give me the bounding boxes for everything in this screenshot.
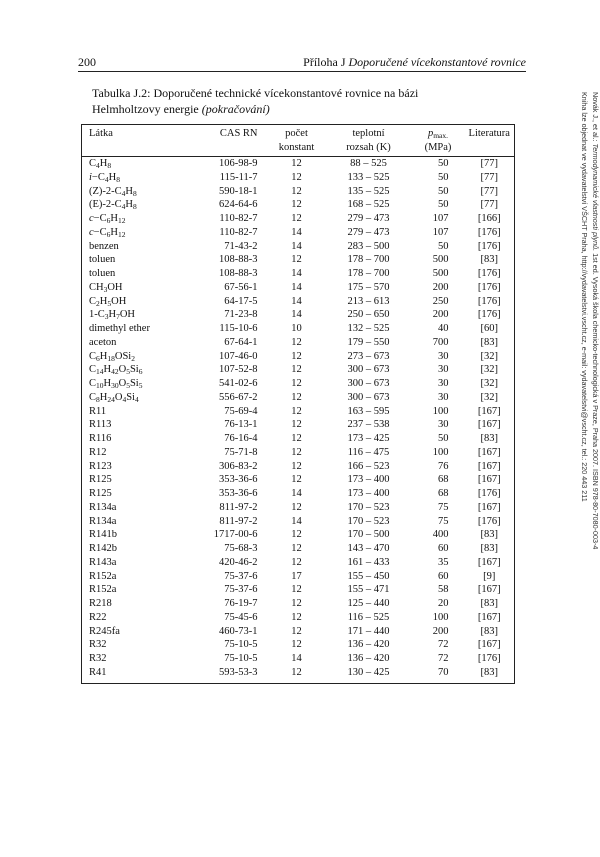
appendix-label: Příloha J — [303, 55, 346, 69]
range-cell: 300 – 673 — [347, 378, 390, 389]
substance-cell: $C_4H_8$ — [89, 158, 112, 170]
constants-cell: 12 — [291, 625, 302, 637]
table-row — [82, 377, 515, 391]
pmax-cell: 107 — [432, 226, 449, 238]
side-note-text — [579, 92, 600, 632]
constants-cell: 12 — [291, 364, 302, 376]
cas-cell: 811-97-2 — [219, 501, 258, 513]
constants-cell: 14 — [291, 268, 302, 279]
cas-cell: 306-83-2 — [219, 460, 258, 472]
cas-cell: 110-82-7 — [219, 213, 258, 224]
substance-cell: R141b — [89, 529, 118, 541]
column-header-pmax: $p_{max.}$ (MPa) — [424, 128, 452, 153]
range-cell: 213 – 613 — [347, 295, 390, 307]
table-row — [82, 391, 515, 405]
reference-cell: [166] — [477, 213, 501, 224]
cas-cell: 811-97-2 — [219, 515, 258, 527]
range-cell: 171 – 440 — [347, 625, 390, 637]
appendix-title: Doporučené vícekonstantové rovnice — [348, 55, 526, 69]
reference-cell: [176] — [477, 281, 501, 293]
reference-cell: [167] — [477, 460, 501, 472]
table-row — [82, 556, 515, 570]
pmax-cell: 60 — [438, 570, 449, 582]
cas-cell: 76-13-1 — [224, 419, 258, 431]
pmax-cell: 30 — [438, 364, 449, 376]
constants-cell: 14 — [291, 281, 302, 293]
table-row — [82, 157, 515, 171]
range-cell: 116 – 525 — [347, 611, 390, 623]
reference-cell: [83] — [480, 433, 498, 444]
range-cell: 161 – 433 — [347, 556, 390, 568]
caption-line-2-text: Helmholtzovy energie — [92, 102, 199, 116]
reference-cell: [83] — [480, 543, 498, 554]
table-row — [82, 322, 515, 336]
reference-cell: [77] — [480, 185, 498, 197]
cas-cell: 71-43-2 — [224, 240, 258, 252]
pmax-cell: 20 — [438, 598, 449, 609]
table-row — [82, 253, 515, 267]
range-cell: 283 – 500 — [347, 240, 390, 252]
range-cell: 133 – 525 — [347, 171, 390, 183]
substance-cell: R245fa — [89, 625, 120, 637]
substance-cell: R152a — [89, 570, 117, 582]
substance-cell: $1-C_3H_7OH$ — [89, 309, 136, 322]
table-row — [82, 198, 515, 212]
range-cell: 166 – 523 — [347, 460, 390, 472]
table-row — [82, 350, 515, 364]
substance-cell: R125 — [89, 474, 112, 486]
reference-cell: [176] — [477, 226, 501, 238]
cas-cell: 110-82-7 — [219, 226, 258, 238]
constants-cell: 12 — [291, 185, 302, 197]
side-note — [567, 92, 600, 632]
side-note-line-2: Kniha lze objednat ve vydavatelství VŠCHT Praha, http://vydavatelstvi.vscht.cz, e-mail: vydavatelstvi@vscht.cz, tel.: 220 443 211 — [580, 92, 589, 502]
cas-cell: 420-46-2 — [219, 556, 258, 568]
cas-cell: 76-19-7 — [224, 598, 258, 609]
column-header-cas: CAS RN — [219, 128, 258, 139]
pmax-cell: 68 — [438, 474, 449, 486]
table-row — [82, 240, 515, 254]
reference-cell: [77] — [480, 158, 498, 169]
reference-cell: [77] — [480, 171, 498, 183]
range-cell: 170 – 500 — [347, 529, 390, 541]
range-cell: 163 – 595 — [347, 405, 390, 417]
range-cell: 88 – 525 — [350, 158, 387, 169]
constants-cell: 14 — [291, 295, 302, 307]
substance-cell: R11 — [89, 405, 107, 417]
caption-line-1: Tabulka J.2: Doporučené technické vícekonstantové rovnice na bázi — [92, 86, 419, 100]
range-cell: 178 – 700 — [347, 268, 390, 279]
table-row — [82, 528, 515, 542]
range-cell: 173 – 425 — [347, 433, 390, 444]
pmax-cell: 50 — [438, 240, 449, 252]
table-row — [82, 570, 515, 584]
cas-cell: 541-02-6 — [219, 378, 258, 389]
constants-cell: 12 — [291, 419, 302, 431]
table-row — [82, 611, 515, 625]
cas-cell: 108-88-3 — [219, 268, 258, 279]
caption-line-2 — [92, 101, 472, 117]
reference-cell: [83] — [480, 254, 498, 266]
table-row — [82, 418, 515, 432]
reference-cell: [83] — [480, 598, 498, 609]
substance-cell: $C_6H_{18}OSi_2$ — [89, 350, 135, 363]
pmax-cell: 200 — [432, 625, 449, 637]
cas-cell: 67-64-1 — [224, 336, 258, 348]
reference-cell: [176] — [477, 309, 501, 321]
cas-cell: 64-17-5 — [224, 295, 258, 307]
column-header-substance: Látka — [89, 128, 113, 139]
substance-cell: aceton — [89, 336, 117, 348]
constants-cell: 12 — [291, 213, 302, 224]
reference-cell: [176] — [477, 268, 501, 279]
constants-cell: 12 — [291, 543, 302, 554]
pmax-cell: 100 — [432, 611, 449, 623]
reference-cell: [9] — [483, 570, 496, 582]
cas-cell: 556-67-2 — [219, 391, 258, 403]
side-note-line-1: Novák J., et al.: Termodynamické vlastnosti plynů. 1st ed. Vysoká škola chemicko-technologická v Praze, Praha 2007. ISBN 978-80-7080-003-4 — [591, 92, 600, 550]
cas-cell: 590-18-1 — [219, 185, 258, 197]
substance-cell: $(E)-2-C_4H_8$ — [89, 199, 137, 212]
pmax-cell: 700 — [432, 336, 449, 348]
constants-cell: 14 — [291, 240, 302, 252]
pmax-cell: 30 — [438, 350, 449, 362]
cas-cell: 75-71-8 — [224, 446, 258, 458]
reference-cell: [176] — [477, 515, 501, 527]
range-cell: 155 – 471 — [347, 584, 390, 596]
cas-cell: 107-46-0 — [219, 350, 258, 362]
substance-cell: toluen — [89, 254, 116, 266]
substance-cell: $c-C_6H_{12}$ — [89, 226, 126, 239]
substance-cell: R134a — [89, 501, 117, 513]
constants-cell: 12 — [291, 529, 302, 541]
pmax-cell: 50 — [438, 433, 449, 444]
cas-cell: 71-23-8 — [224, 309, 258, 321]
table-row — [82, 652, 515, 666]
substance-cell: R113 — [89, 419, 112, 431]
table-row — [82, 432, 515, 446]
reference-cell: [167] — [477, 584, 501, 596]
range-cell: 178 – 700 — [347, 254, 390, 266]
pmax-cell: 40 — [438, 323, 449, 334]
reference-cell: [176] — [477, 653, 501, 664]
pmax-cell: 30 — [438, 419, 449, 431]
substance-cell: R116 — [89, 433, 112, 444]
table-row — [82, 501, 515, 515]
range-cell: 136 – 420 — [347, 639, 390, 651]
substance-cell: R32 — [89, 639, 107, 651]
constants-cell: 14 — [291, 653, 302, 664]
cas-cell: 75-37-6 — [224, 570, 258, 582]
constants-cell: 17 — [291, 570, 302, 582]
pmax-cell: 400 — [432, 529, 449, 541]
reference-cell: [167] — [477, 419, 501, 431]
constants-cell: 14 — [291, 226, 302, 238]
range-cell: 135 – 525 — [347, 185, 390, 197]
cas-cell: 353-36-6 — [219, 488, 258, 499]
cas-cell: 115-10-6 — [219, 323, 258, 334]
reference-cell: [83] — [480, 529, 498, 541]
substance-cell: R134a — [89, 515, 117, 527]
table-row — [82, 542, 515, 556]
reference-cell: [167] — [477, 611, 501, 623]
pmax-cell: 50 — [438, 199, 449, 211]
table-row — [82, 460, 515, 474]
range-cell: 175 – 570 — [347, 281, 390, 293]
pmax-cell: 72 — [438, 653, 449, 664]
pmax-cell: 500 — [432, 254, 449, 266]
pmax-cell: 100 — [432, 405, 449, 417]
pmax-cell: 35 — [438, 556, 449, 568]
reference-cell: [83] — [480, 625, 498, 637]
table-row — [82, 185, 515, 199]
range-cell: 273 – 673 — [347, 350, 390, 362]
range-cell: 300 – 673 — [347, 391, 390, 403]
reference-cell: [176] — [477, 240, 501, 252]
pmax-cell: 75 — [438, 515, 449, 527]
pmax-cell: 107 — [432, 213, 449, 224]
substance-cell: R41 — [89, 666, 107, 678]
table-row — [82, 473, 515, 487]
table-row — [82, 226, 515, 240]
range-cell: 136 – 420 — [347, 653, 390, 664]
running-title — [303, 55, 526, 69]
reference-cell: [32] — [480, 378, 498, 389]
constants-cell: 12 — [291, 584, 302, 596]
pmax-cell: 200 — [432, 281, 449, 293]
page-number: 200 — [78, 55, 96, 69]
substance-cell: R152a — [89, 584, 117, 596]
cas-cell: 76-16-4 — [224, 433, 258, 444]
table-row — [82, 363, 515, 377]
table-body — [82, 157, 515, 684]
substance-cell: $c-C_6H_{12}$ — [89, 213, 126, 225]
pmax-cell: 72 — [438, 639, 449, 651]
substance-cell: R218 — [89, 598, 112, 609]
column-header-reference: Literatura — [468, 128, 510, 139]
constants-cell: 14 — [291, 309, 302, 321]
reference-cell: [32] — [480, 364, 498, 376]
constants-cell: 12 — [291, 433, 302, 444]
table-row — [82, 267, 515, 281]
constants-cell: 12 — [291, 158, 302, 169]
reference-cell: [167] — [477, 556, 501, 568]
substance-cell: R142b — [89, 543, 118, 554]
substance-cell: $CH_3OH$ — [89, 281, 123, 294]
cas-cell: 460-73-1 — [219, 625, 258, 637]
pmax-cell: 70 — [438, 666, 449, 678]
data-table — [81, 124, 515, 684]
table-row — [82, 308, 515, 322]
constants-cell: 12 — [291, 611, 302, 623]
constants-cell: 12 — [291, 378, 302, 389]
reference-cell: [167] — [477, 405, 501, 417]
range-cell: 168 – 525 — [347, 199, 390, 211]
substance-cell: $C_2H_5OH$ — [89, 295, 127, 308]
constants-cell: 12 — [291, 391, 302, 403]
pmax-cell: 58 — [438, 584, 449, 596]
constants-cell: 12 — [291, 666, 302, 678]
constants-cell: 12 — [291, 199, 302, 211]
substance-cell: $(Z)-2-C_4H_8$ — [89, 185, 137, 198]
range-cell: 143 – 470 — [347, 543, 390, 554]
substance-cell: $C_{14}H_{42}O_5Si_6$ — [89, 364, 143, 377]
range-cell: 116 – 475 — [347, 446, 390, 458]
table-row — [82, 281, 515, 295]
range-cell: 173 – 400 — [347, 488, 390, 499]
caption-continued: (pokračování) — [201, 102, 270, 116]
reference-cell: [32] — [480, 391, 498, 403]
substance-cell: R123 — [89, 460, 112, 472]
constants-cell: 12 — [291, 474, 302, 486]
range-cell: 237 – 538 — [347, 419, 390, 431]
pmax-cell: 50 — [438, 171, 449, 183]
substance-cell: R32 — [89, 653, 107, 664]
table-row — [82, 583, 515, 597]
range-cell: 279 – 473 — [347, 213, 390, 224]
table-row — [82, 336, 515, 350]
substance-cell: R143a — [89, 556, 117, 568]
pmax-cell: 200 — [432, 309, 449, 321]
range-cell: 250 – 650 — [347, 309, 390, 321]
pmax-cell: 500 — [432, 268, 449, 279]
range-cell: 130 – 425 — [347, 666, 390, 678]
range-cell: 170 – 523 — [347, 501, 390, 513]
reference-cell: [176] — [477, 295, 501, 307]
substance-cell: $i-C_4H_8$ — [89, 171, 120, 184]
cas-cell: 593-53-3 — [219, 666, 258, 678]
substance-cell: toluen — [89, 268, 116, 279]
header-rule — [78, 71, 526, 72]
reference-cell: [77] — [480, 199, 498, 211]
constants-cell: 12 — [291, 336, 302, 348]
table-row — [82, 212, 515, 226]
cas-cell: 107-52-8 — [219, 364, 258, 376]
pmax-cell: 75 — [438, 501, 449, 513]
constants-cell: 12 — [291, 254, 302, 266]
pmax-cell: 50 — [438, 158, 449, 169]
reference-cell: [176] — [477, 488, 501, 499]
reference-cell: [167] — [477, 446, 501, 458]
table-row — [82, 638, 515, 652]
cas-cell: 75-68-3 — [224, 543, 258, 554]
cas-cell: 75-69-4 — [224, 405, 258, 417]
reference-cell: [167] — [477, 501, 501, 513]
cas-cell: 108-88-3 — [219, 254, 258, 266]
cas-cell: 75-45-6 — [224, 611, 258, 623]
cas-cell: 1717-00-6 — [213, 529, 258, 541]
table-header-row — [82, 125, 515, 157]
constants-cell: 12 — [291, 501, 302, 513]
range-cell: 132 – 525 — [347, 323, 390, 334]
cas-cell: 115-11-7 — [219, 171, 258, 183]
pmax-cell: 68 — [438, 488, 449, 499]
range-cell: 170 – 523 — [347, 515, 390, 527]
table-row — [82, 487, 515, 501]
range-cell: 279 – 473 — [347, 226, 390, 238]
table-row — [82, 597, 515, 611]
constants-cell: 14 — [291, 515, 302, 527]
range-cell: 300 – 673 — [347, 364, 390, 376]
pmax-cell: 76 — [438, 460, 449, 472]
constants-cell: 14 — [291, 488, 302, 499]
substance-cell: R12 — [89, 446, 107, 458]
substance-cell: R22 — [89, 611, 107, 623]
table-row — [82, 171, 515, 185]
reference-cell: [83] — [480, 336, 498, 348]
range-cell: 179 – 550 — [347, 336, 390, 348]
substance-cell: dimethyl ether — [89, 323, 150, 334]
pmax-cell: 60 — [438, 543, 449, 554]
cas-cell: 67-56-1 — [224, 281, 258, 293]
constants-cell: 12 — [291, 598, 302, 609]
constants-cell: 12 — [291, 350, 302, 362]
reference-cell: [167] — [477, 474, 501, 486]
constants-cell: 12 — [291, 405, 302, 417]
pmax-cell: 250 — [432, 295, 449, 307]
pmax-cell: 100 — [432, 446, 449, 458]
substance-cell: $C_8H_{24}O_4Si_4$ — [89, 391, 139, 404]
table-row — [82, 666, 515, 683]
table-row — [82, 625, 515, 639]
substance-cell: benzen — [89, 240, 119, 252]
constants-cell: 12 — [291, 446, 302, 458]
pmax-cell: 30 — [438, 378, 449, 389]
substance-cell: R125 — [89, 488, 112, 499]
reference-cell: [60] — [480, 323, 498, 334]
reference-cell: [32] — [480, 350, 498, 362]
cas-cell: 75-37-6 — [224, 584, 258, 596]
range-cell: 125 – 440 — [347, 598, 390, 609]
cas-cell: 106-98-9 — [219, 158, 258, 169]
column-header-range: teplotní rozsah (K) — [346, 128, 391, 153]
table-row — [82, 295, 515, 309]
constants-cell: 12 — [291, 639, 302, 651]
cas-cell: 353-36-6 — [219, 474, 258, 486]
pmax-cell: 30 — [438, 391, 449, 403]
reference-cell: [83] — [480, 666, 498, 678]
table-row — [82, 405, 515, 419]
constants-cell: 10 — [291, 323, 302, 334]
reference-cell: [167] — [477, 639, 501, 651]
table-row — [82, 446, 515, 460]
range-cell: 155 – 450 — [347, 570, 390, 582]
table-caption — [92, 85, 472, 117]
cas-cell: 75-10-5 — [224, 639, 258, 651]
constants-cell: 12 — [291, 556, 302, 568]
constants-cell: 12 — [291, 171, 302, 183]
pmax-cell: 50 — [438, 185, 449, 197]
range-cell: 173 – 400 — [347, 474, 390, 486]
cas-cell: 624-64-6 — [219, 199, 258, 211]
column-header-constants: počet konstant — [278, 128, 315, 153]
constants-cell: 12 — [291, 460, 302, 472]
cas-cell: 75-10-5 — [224, 653, 258, 664]
substance-cell: $C_{10}H_{30}O_5Si_5$ — [89, 378, 143, 390]
table-row — [82, 515, 515, 529]
